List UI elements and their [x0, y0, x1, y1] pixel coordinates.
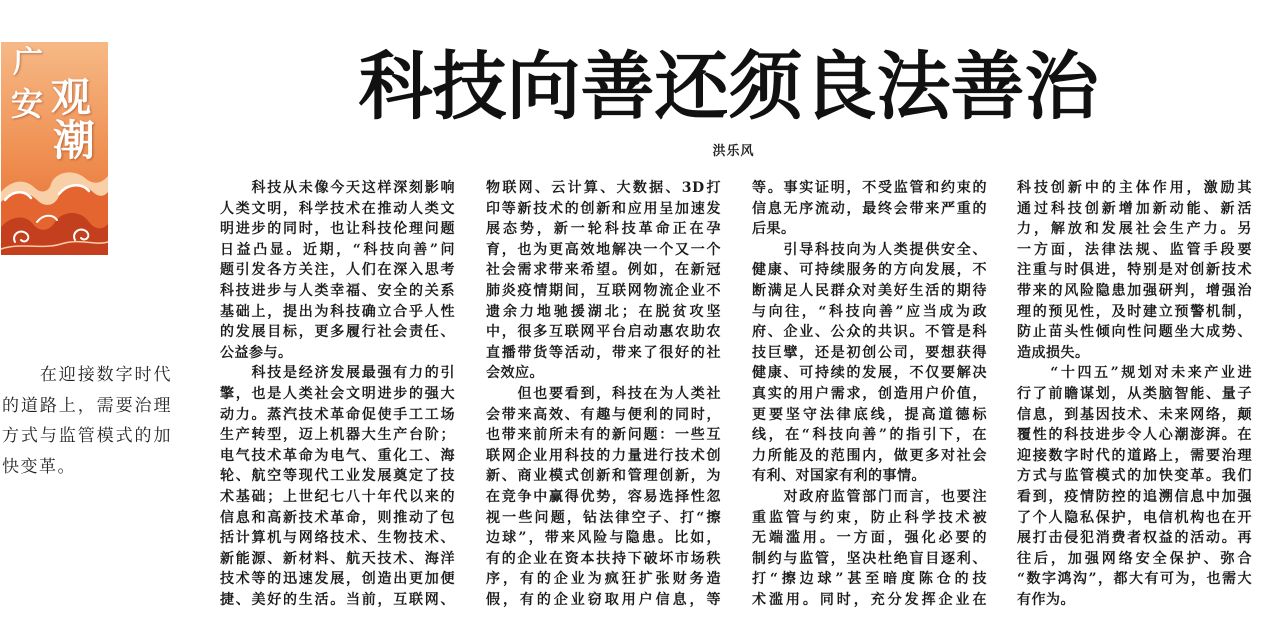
body-line: 会带来高效、有趣与便利的同时， — [486, 406, 721, 423]
body-line: 一方面，法律法规、监管手段要 — [1017, 241, 1252, 258]
body-line: 有作为。 — [1017, 591, 1075, 608]
body-line: 有利、对国家有利的事情。 — [752, 468, 926, 485]
body-line: 防止苗头性倾向性问题坐大成势、 — [1017, 324, 1252, 341]
body-line: 术基础；上世纪七八十年代以来的 — [220, 488, 455, 505]
body-line: 会效应。 — [486, 365, 544, 382]
body-line: 真实的用户需求，创造用户价值， — [752, 385, 987, 402]
body-line: 技术等的迅速发展，创造出更加便 — [220, 571, 455, 588]
body-line: 科技进步与人类幸福、安全的关系 — [220, 282, 455, 299]
body-line: 造成损失。 — [1017, 344, 1090, 361]
body-line: 新能源、新材料、航天技术、海洋 — [220, 550, 455, 567]
body-line: 信息，到基因技术、未来网络，颠 — [1017, 406, 1252, 423]
body-line: 物联网、云计算、大数据、3D打 — [486, 180, 721, 196]
body-line: 通过科技创新增加新动能、新活 — [1017, 200, 1252, 217]
body-line: 有的企业在资本扶持下破坏市场秩 — [486, 550, 721, 567]
body-line: 力所能及的范围内，做更多对社会 — [752, 447, 987, 464]
body-line: 线，在“科技向善”的指引下，在 — [752, 427, 987, 444]
body-line: 等。事实证明，不受监管和约束的 — [752, 180, 987, 196]
body-line: 但也要看到，科技在为人类社 — [486, 385, 721, 402]
body-line: 假，有的企业窃取用户信息，等 — [486, 591, 721, 608]
text-column — [220, 178, 455, 610]
body-line: “数字鸿沟”，都大有可为，也需大 — [1017, 571, 1252, 588]
text-column — [486, 178, 721, 610]
body-line: 行了前瞻谋划，从类脑智能、量子 — [1017, 385, 1252, 402]
pull-quote-line: 在迎接数字时代 — [2, 365, 172, 385]
body-line: 科技从未像今天这样深刻影响 — [220, 180, 455, 196]
body-line: 打“擦边球”甚至暗度陈仓的技 — [752, 571, 987, 588]
body-line: 社会需求带来希望。例如，在新冠 — [486, 262, 721, 279]
body-line: 对政府监管部门而言，也要注 — [752, 488, 987, 505]
body-line: 边球”，带来风险与隐患。比如， — [486, 530, 721, 547]
text-column — [752, 178, 987, 610]
body-line: 在竞争中赢得优势，容易选择性忽 — [486, 488, 721, 505]
article-byline: 洪乐风 — [712, 144, 755, 159]
body-line: 育，也为更高效地解决一个又一个 — [486, 241, 721, 258]
pull-quote-line: 方式与监管模式的加 — [2, 426, 172, 446]
body-line: 动力。蒸汽技术革命促使手工工场 — [220, 406, 455, 423]
logo-char: 潮 — [53, 116, 96, 165]
body-line: 展打击侵犯消费者权益的活动。再 — [1017, 530, 1252, 547]
body-line: 轮、航空等现代工业发展奠定了技 — [220, 468, 455, 485]
body-line: 力，解放和发展社会生产力。另 — [1017, 221, 1252, 238]
pull-quote-line: 快变革。 — [2, 456, 76, 477]
body-line: 与向往，“科技向善”应当成为政 — [752, 303, 987, 320]
body-line: 术滥用。同时，充分发挥企业在 — [752, 591, 987, 608]
article-title: 科技向善还须良法善治 — [358, 44, 1099, 130]
pull-quote-line: 的道路上，需要治理 — [2, 395, 172, 416]
body-line: 注重与时俱进，特别是对创新技术 — [1017, 262, 1252, 279]
body-line: 健康、可持续的发展，不仅要解决 — [752, 365, 987, 382]
body-line: 府、企业、公众的共识。不管是科 — [752, 324, 987, 341]
body-line: 往后，加强网络安全保护、弥合 — [1017, 550, 1252, 567]
body-line: 信息无序流动，最终会带来严重的 — [752, 200, 987, 217]
body-line: 擎，也是人类社会文明进步的强大 — [220, 385, 455, 402]
body-line: 中，很多互联网平台启动惠农助农 — [486, 324, 721, 341]
body-line: 肺炎疫情期间，互联网物流企业不 — [486, 282, 721, 299]
body-line: 健康、可持续服务的方向发展，不 — [752, 262, 987, 279]
body-line: 视一些问题，钻法律空子、打“擦 — [486, 509, 721, 526]
body-line: 的发展目标，更多履行社会责任、 — [220, 324, 455, 341]
body-line: 日益凸显。近期，“科技向善”问 — [220, 241, 455, 258]
body-line: 迎接数字时代的道路上，需要治理 — [1017, 447, 1252, 464]
body-line: 电气技术革命为电气、重化工、海 — [220, 447, 455, 464]
body-line: 也带来前所未有的新问题：一些互 — [486, 427, 721, 444]
text-column — [1017, 178, 1252, 610]
body-line: 方式与监管模式的加快变革。我们 — [1017, 468, 1252, 485]
body-line: “十四五”规划对未来产业进 — [1017, 365, 1252, 382]
body-line: 重监管与约束，防止科学技术被 — [752, 509, 987, 526]
body-line: 生产转型，迈上机器大生产台阶； — [220, 427, 455, 444]
body-line: 更要坚守法律底线，提高道德标 — [752, 406, 987, 423]
body-line: 序，有的企业为疯狂扩张财务造 — [486, 571, 721, 588]
body-line: 遗余力地驰援湖北；在脱贫攻坚 — [486, 303, 721, 320]
body-line: 括计算机与网络技术、生物技术、 — [220, 530, 455, 547]
body-line: 理的预见性，及时建立预警机制， — [1017, 303, 1252, 320]
pull-quote — [2, 360, 172, 482]
body-line: 新、商业模式创新和管理创新，为 — [486, 468, 721, 485]
body-line: 带来的风险隐患加强研判，增强治 — [1017, 282, 1252, 299]
body-line: 印等新技术的创新和应用呈加速发 — [486, 200, 721, 217]
body-line: 了个人隐私保护，电信机构也在开 — [1017, 509, 1252, 526]
body-line: 展态势，新一轮科技革命正在孕 — [486, 221, 721, 238]
body-line: 捷、美好的生活。当前，互联网、 — [220, 591, 455, 608]
body-line: 公益参与。 — [220, 344, 293, 361]
body-line: 信息和高新技术革命，则推动了包 — [220, 509, 455, 526]
logo-char: 观 — [51, 74, 91, 121]
body-line: 看到，疫情防控的追溯信息中加强 — [1017, 488, 1252, 505]
body-line: 联网企业用科技的力量进行技术创 — [486, 447, 721, 464]
body-line: 制约与监管，坚决杜绝盲目逐利、 — [752, 550, 987, 567]
body-line: 引导科技向为人类提供安全、 — [752, 241, 987, 258]
body-line: 题引发各方关注，人们在深入思考 — [220, 262, 455, 279]
body-line: 明进步的同时，也让科技伦理问题 — [220, 221, 455, 238]
body-line: 后果。 — [752, 221, 796, 238]
logo-char: 广 — [13, 45, 43, 80]
body-line: 无端滥用。一方面，强化必要的 — [752, 530, 987, 547]
body-line: 直播带货等活动，带来了很好的社 — [486, 344, 721, 361]
body-line: 人类文明，科学技术在推动人类文 — [220, 200, 455, 217]
body-line: 技巨擘，还是初创公司，要想获得 — [752, 344, 987, 361]
body-line: 断满足人民群众对美好生活的期待 — [752, 282, 987, 299]
body-line: 科技创新中的主体作用，激励其 — [1017, 180, 1252, 196]
column-logo — [1, 42, 108, 255]
body-line: 覆性的科技进步令人心潮澎湃。在 — [1017, 427, 1252, 444]
body-line: 基础上，提出为科技确立合乎人性 — [220, 303, 455, 320]
body-line: 科技是经济发展最强有力的引 — [220, 365, 455, 382]
logo-char: 安 — [11, 85, 44, 123]
